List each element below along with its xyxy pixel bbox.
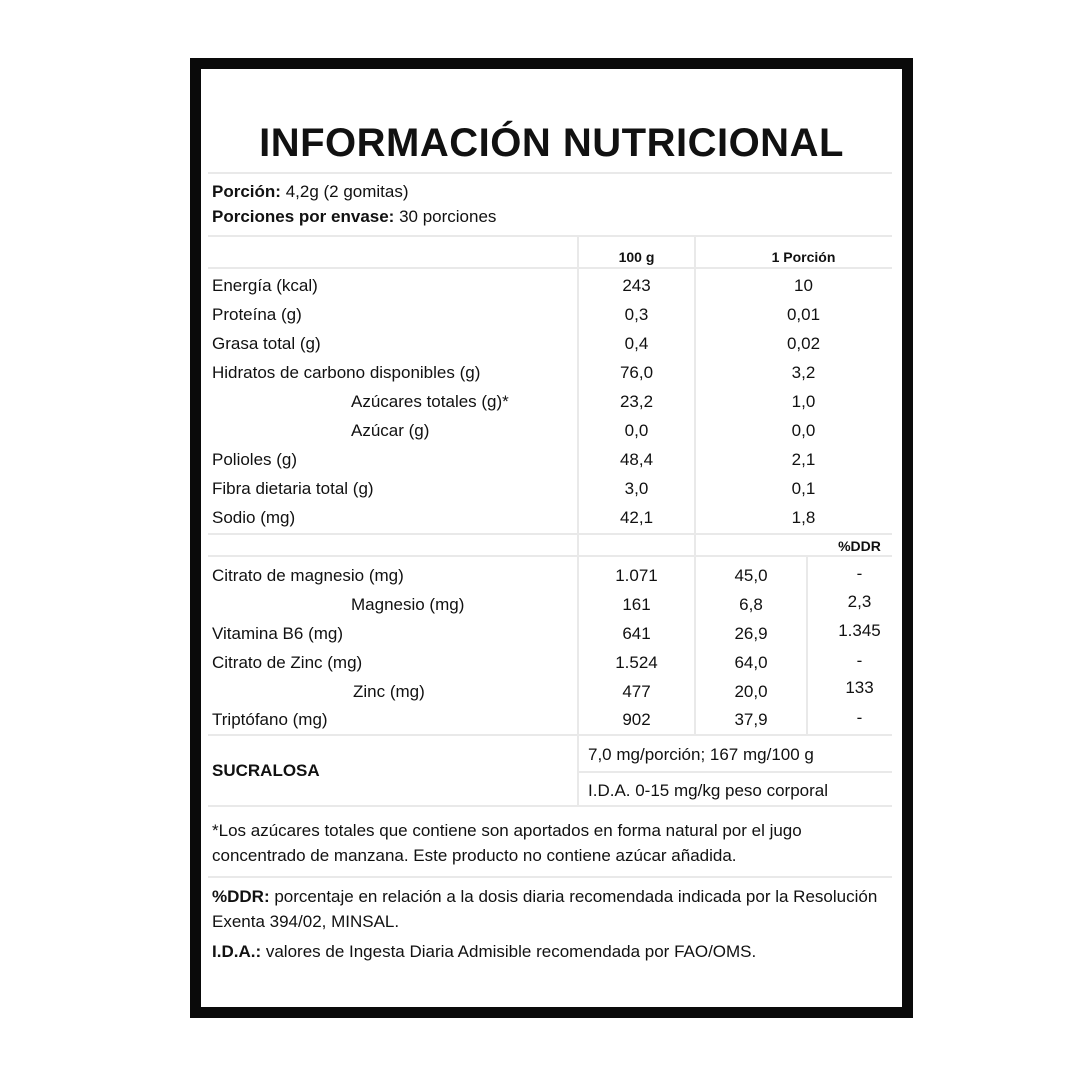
- nutrient-per100: 243: [622, 276, 651, 295]
- nutrient-portion: 1,8: [791, 508, 816, 527]
- ida-footnote-text: valores de Ingesta Diaria Admisible recomendada por FAO/OMS.: [265, 942, 757, 961]
- divider: [208, 172, 892, 174]
- sucralosa-ida: I.D.A. 0-15 mg/kg peso corporal: [588, 781, 829, 800]
- ida-footnote-label: I.D.A.:: [212, 942, 262, 961]
- nutrient-portion: 0,0: [791, 421, 816, 440]
- micro-name-sub: Zinc (mg): [353, 682, 425, 701]
- divider: [208, 555, 892, 557]
- nutrient-portion: 0,02: [786, 334, 821, 353]
- nutrient-per100: 42,1: [619, 508, 654, 527]
- ddr-footnote: [212, 884, 892, 934]
- divider: [208, 533, 892, 535]
- divider: [208, 235, 892, 237]
- column-header-portion: 1 Porción: [771, 249, 836, 265]
- column-header-ddr: %DDR: [838, 538, 881, 554]
- nutrient-portion: 2,1: [791, 450, 816, 469]
- micro-name: Vitamina B6 (mg): [212, 624, 344, 643]
- divider: [577, 771, 892, 773]
- nutrient-portion: 3,2: [791, 363, 816, 382]
- nutrient-per100: 76,0: [619, 363, 654, 382]
- micro-name: Citrato de Zinc (mg): [212, 653, 363, 672]
- micro-per100: 1.071: [615, 566, 658, 585]
- micro-per100: 477: [622, 682, 651, 701]
- micro-portion: 26,9: [734, 624, 768, 643]
- serving-size: [212, 181, 409, 203]
- nutrient-name: Hidratos de carbono disponibles (g): [212, 363, 481, 382]
- nutrient-name-sub: Azúcar (g): [351, 421, 430, 440]
- micro-ddr: 2,3: [847, 592, 872, 611]
- label-title: INFORMACIÓN NUTRICIONAL: [259, 121, 844, 165]
- nutrient-portion: 0,01: [786, 305, 821, 324]
- nutrient-name: Energía (kcal): [212, 276, 318, 295]
- sucralosa-amount: 7,0 mg/porción; 167 mg/100 g: [588, 745, 814, 764]
- micro-per100: 641: [622, 624, 651, 643]
- serving-size-value: 4,2g (2 gomitas): [285, 182, 409, 201]
- micro-per100: 161: [622, 595, 651, 614]
- micro-ddr: 133: [845, 678, 874, 697]
- nutrient-per100: 48,4: [619, 450, 654, 469]
- sucralosa-label: SUCRALOSA: [212, 761, 320, 780]
- nutrient-per100: 0,3: [624, 305, 649, 324]
- sugars-footnote: *Los azúcares totales que contiene son aportados en forma natural por el jugo concentrado de manzana. Este producto no contiene azúcar añadida.: [212, 821, 802, 865]
- micro-portion: 45,0: [734, 566, 768, 585]
- ddr-footnote-text: porcentaje en relación a la dosis diaria recomendada indicada por la Resolución Exenta 394/02, MINSAL.: [212, 887, 878, 931]
- micro-ddr: -: [856, 708, 863, 727]
- nutrient-portion: 0,1: [791, 479, 816, 498]
- nutrient-per100: 0,4: [624, 334, 649, 353]
- micro-per100: 1.524: [615, 653, 658, 672]
- column-header-100g: 100 g: [618, 249, 655, 265]
- nutrient-portion: 10: [794, 276, 813, 295]
- divider: [208, 734, 892, 736]
- micro-name-sub: Magnesio (mg): [351, 595, 465, 614]
- servings-per-pack-label: Porciones por envase:: [212, 207, 395, 226]
- nutrition-label: [190, 58, 913, 1018]
- nutrient-name: Fibra dietaria total (g): [212, 479, 374, 498]
- micro-ddr: -: [856, 651, 863, 670]
- nutrient-per100: 3,0: [624, 479, 649, 498]
- nutrient-name: Proteína (g): [212, 305, 302, 324]
- divider: [208, 805, 892, 807]
- nutrient-portion: 1,0: [791, 392, 816, 411]
- micro-name: Citrato de magnesio (mg): [212, 566, 404, 585]
- servings-per-pack-value: 30 porciones: [399, 207, 497, 226]
- nutrient-name: Sodio (mg): [212, 508, 296, 527]
- ida-footnote: [212, 939, 892, 964]
- micro-portion: 20,0: [734, 682, 768, 701]
- nutrient-per100: 0,0: [624, 421, 649, 440]
- micro-portion: 37,9: [734, 710, 768, 729]
- nutrient-name: Polioles (g): [212, 450, 298, 469]
- micro-name: Triptófano (mg): [212, 710, 328, 729]
- micro-ddr: -: [856, 564, 863, 583]
- nutrient-name-sub: Azúcares totales (g)*: [351, 392, 509, 411]
- nutrient-per100: 23,2: [619, 392, 654, 411]
- nutrient-name: Grasa total (g): [212, 334, 321, 353]
- micro-per100: 902: [622, 710, 651, 729]
- micro-portion: 64,0: [734, 653, 768, 672]
- ddr-footnote-label: %DDR:: [212, 887, 270, 906]
- servings-per-pack: [212, 206, 496, 228]
- micro-ddr: 1.345: [838, 621, 881, 640]
- micro-portion: 6,8: [739, 595, 763, 614]
- divider: [208, 876, 892, 878]
- serving-size-label: Porción:: [212, 182, 281, 201]
